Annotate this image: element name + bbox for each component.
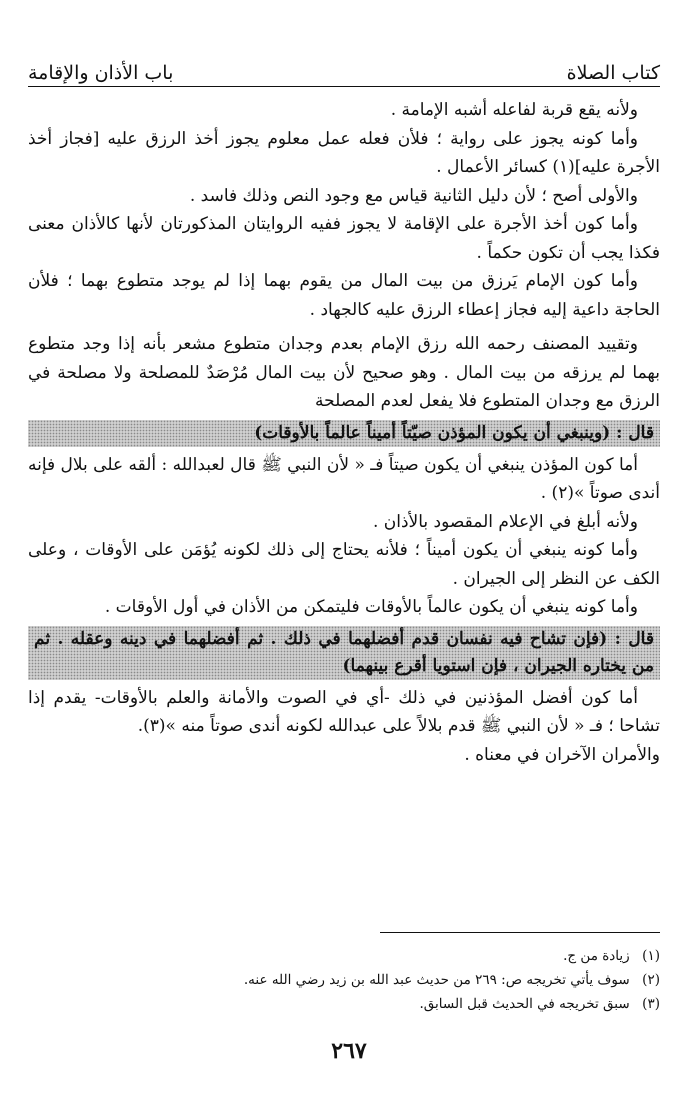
paragraph: وأما كون الإمام يَرزق من بيت المال من يقوم بهما إذا لم يوجد متطوع بهما ؛ فلأن الحاجة داعية إليه فجاز إعطاء الرزق عليه كالجهاد .: [28, 271, 660, 320]
paragraph: وأما كونه يجوز على رواية ؛ فلأن فعله عمل معلوم يجوز أخذ الرزق عليه [فجاز أخذ الأجرة عليه](١) كسائر الأعمال .: [28, 128, 660, 177]
footnote: [28, 992, 660, 1016]
footnotes: [28, 944, 660, 1016]
footnote-number: (١): [642, 948, 660, 964]
paragraph: ولأنه أبلغ في الإعلام المقصود بالأذان .: [372, 511, 638, 532]
paragraph: وأما كونه ينبغي أن يكون أميناً ؛ فلأنه يحتاج إلى ذلك لكونه يُؤمَن على الأوقات ، وعلى الكف عن النظر إلى الجيران .: [28, 540, 660, 589]
footnote-number: (٣): [642, 996, 660, 1012]
running-header: [28, 44, 660, 84]
book-title: كتاب الصلاة: [566, 62, 660, 84]
page-number: ٢٦٧: [331, 1038, 367, 1064]
paragraph: والأولى أصح ؛ لأن دليل الثانية قياس مع وجود النص وذلك فاسد .: [189, 185, 638, 206]
paragraph: أما كون أفضل المؤذنين في ذلك -أي في الصوت والأمانة والعلم بالأوقات- يقدم إذا تشاحا ؛ فـ « لأن النبي ﷺ قدم بلالاً على عبدالله لكونه أندى صوتاً منه »(٣).: [28, 687, 660, 736]
footnote-text: سوف يأتي تخريجه ص: ٢٦٩ من حديث عبد الله بن زيد رضي الله عنه.: [243, 972, 630, 988]
footnote-rule: [380, 932, 660, 933]
matn-quote-shaded: قال : (وينبغي أن يكون المؤذن صيّتاً أميناً عالماً بالأوقات): [28, 420, 660, 447]
main-text: [28, 96, 660, 769]
paragraph: وأما كونه ينبغي أن يكون عالماً بالأوقات فليتمكن من الأذان في أول الأوقات .: [104, 597, 638, 617]
paragraph: وتقييد المصنف رحمه الله رزق الإمام بعدم وجدان متطوع مشعر بأنه إذا وجد متطوع بهما لم يرزقه من بيت المال . وهو صحيح لأن بيت المال مُرْصَدٌ للمصلحة ولا مصلحة في الرزق مع وجدان المتطوع فلا يفعل لعدم المصلحة: [28, 334, 660, 411]
chapter-title: باب الأذان والإقامة: [28, 62, 174, 84]
paragraph: ولأنه يقع قربة لفاعله أشبه الإمامة .: [390, 100, 638, 120]
paragraph: وأما كون أخذ الأجرة على الإقامة لا يجوز ففيه الروايتان المذكورتان لأنها كالأذان معنى فكذا يجب أن تكون حكماً .: [28, 214, 660, 263]
footnote: [28, 944, 660, 968]
footnote: [28, 968, 660, 992]
footnote-text: زيادة من ج.: [563, 948, 630, 964]
footnote-text: سبق تخريجه في الحديث قبل السابق.: [419, 996, 630, 1012]
header-rule: [28, 86, 660, 87]
paragraph: أما كون المؤذن ينبغي أن يكون صيتاً فـ « لأن النبي ﷺ قال لعبدالله : ألقه على بلال فإنه أندى صوتاً »(٢) .: [28, 454, 660, 503]
paragraph: والأمران الآخران في معناه .: [464, 744, 660, 765]
footnote-number: (٢): [642, 972, 660, 988]
matn-quote-shaded: قال : (فإن تشاح فيه نفسان قدم أفضلهما في ذلك . ثم أفضلهما في دينه وعقله . ثم من يختاره الجيران ، فإن استويا أقرع بينهما): [28, 626, 660, 680]
